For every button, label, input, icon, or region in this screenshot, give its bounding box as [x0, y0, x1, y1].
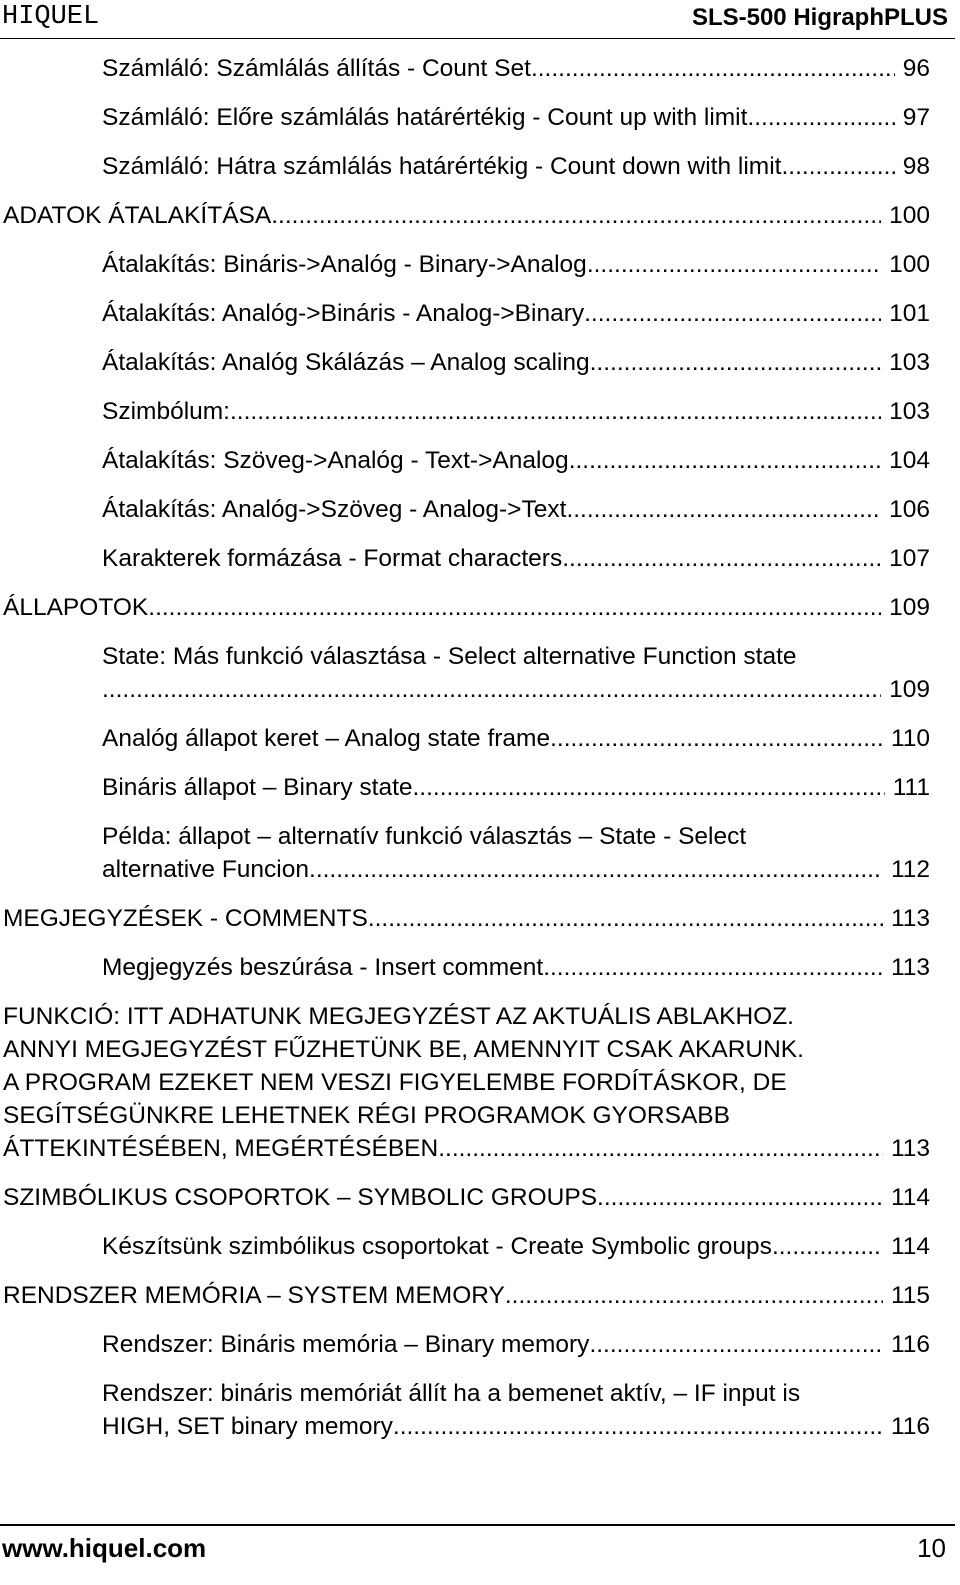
toc-leader-dots	[566, 493, 881, 526]
toc-entry[interactable]	[0, 722, 930, 755]
toc-entry-line: Példa: állapot – alternatív funkció választás – State - Select	[102, 823, 747, 850]
toc-entry-page: 100	[889, 202, 930, 229]
toc-entry[interactable]	[0, 902, 930, 935]
toc-leader-dots	[584, 297, 881, 330]
toc-entry-title: Megjegyzés beszúrása - Insert comment	[102, 954, 544, 981]
toc-entry-title: Számláló: Hátra számlálás határértékig - Count down with limit	[102, 153, 782, 180]
toc-entry[interactable]	[0, 493, 930, 526]
toc-entry-line: State: Más funkció választása - Select alternative Function state	[102, 643, 797, 670]
toc-entry[interactable]	[0, 1377, 930, 1443]
toc-leader-dots	[772, 1230, 883, 1263]
toc-entry-line: A PROGRAM EZEKET NEM VESZI FIGYELEMBE FORDÍTÁSKOR, DE	[3, 1069, 787, 1096]
toc-leader-dots	[781, 150, 894, 183]
toc-leader-dots	[747, 101, 894, 134]
header-product: SLS-500 HigraphPLUS	[691, 4, 948, 31]
page-header	[0, 0, 960, 36]
toc-leader-dots	[531, 52, 895, 85]
footer-url[interactable]: www.hiquel.com	[2, 1533, 207, 1563]
toc-entry-page: 111	[892, 774, 930, 801]
toc-entry-page: 107	[889, 545, 930, 572]
toc-entry-title: Számláló: Számlálás állítás - Count Set	[102, 55, 531, 82]
toc-leader-dots	[569, 444, 881, 477]
toc-entry-title: Rendszer: Bináris memória – Binary memory	[102, 1331, 590, 1358]
toc-entry-page: 98	[902, 153, 930, 180]
footer-page-number: 10	[917, 1533, 946, 1563]
toc-entry-page: 114	[890, 1184, 930, 1211]
toc-entry-title: RENDSZER MEMÓRIA – SYSTEM MEMORY	[3, 1282, 505, 1309]
toc-entry[interactable]	[0, 248, 930, 281]
toc-entry-title: Átalakítás: Analóg->Bináris - Analog->Binary	[102, 300, 585, 327]
toc-entry-page: 104	[889, 447, 930, 474]
toc-entry-page: 113	[890, 1135, 930, 1162]
toc-leader-dots	[393, 1410, 883, 1443]
toc-entry-line: ANNYI MEGJEGYZÉST FŰZHETÜNK BE, AMENNYIT CSAK AKARUNK.	[3, 1036, 804, 1063]
header-brand: HIQUEL	[2, 2, 100, 32]
toc-entry-title: Karakterek formázása - Format characters	[102, 545, 563, 572]
toc-entry[interactable]	[0, 1181, 930, 1214]
toc-entry-page: 115	[890, 1282, 930, 1309]
toc-entry-page: 114	[890, 1233, 930, 1260]
toc-leader-dots	[413, 771, 885, 804]
toc-entry[interactable]	[0, 444, 930, 477]
toc-entry-line: FUNKCIÓ: ITT ADHATUNK MEGJEGYZÉST AZ AKTUÁLIS ABLAKHOZ.	[3, 1003, 794, 1030]
toc-leader-dots	[368, 902, 883, 935]
toc-entry-title: Készítsünk szimbólikus csoportokat - Create Symbolic groups	[102, 1233, 772, 1260]
table-of-contents	[0, 52, 930, 1459]
toc-entry[interactable]	[0, 771, 930, 804]
toc-entry-title: Szimbólum:	[102, 398, 230, 425]
toc-entry-page: 97	[902, 104, 930, 131]
toc-entry-page: 103	[889, 349, 930, 376]
toc-entry-page: 109	[889, 676, 930, 703]
toc-entry[interactable]	[0, 52, 930, 85]
toc-entry[interactable]	[0, 1279, 930, 1312]
toc-entry-title: ÁTTEKINTÉSÉBEN, MEGÉRTÉSÉBEN.	[3, 1135, 446, 1162]
toc-entry[interactable]	[0, 591, 930, 624]
toc-entry-title: Átalakítás: Analóg Skálázás – Analog scaling	[102, 349, 590, 376]
toc-leader-dots	[102, 673, 881, 706]
toc-entry-title: SZIMBÓLIKUS CSOPORTOK – SYMBOLIC GROUPS	[3, 1184, 598, 1211]
toc-entry-page: 96	[902, 55, 930, 82]
toc-leader-dots	[230, 395, 881, 428]
toc-entry[interactable]	[0, 542, 930, 575]
toc-leader-dots	[587, 248, 881, 281]
toc-leader-dots	[505, 1279, 883, 1312]
toc-entry-page: 100	[889, 251, 930, 278]
toc-entry-line: SEGÍTSÉGÜNKRE LEHETNEK RÉGI PROGRAMOK GYORSABB	[3, 1102, 730, 1129]
toc-entry[interactable]	[0, 150, 930, 183]
toc-entry[interactable]	[0, 640, 930, 706]
toc-entry[interactable]	[0, 395, 930, 428]
footer-divider	[0, 1524, 955, 1526]
toc-leader-dots	[543, 951, 883, 984]
toc-entry-page: 113	[890, 954, 930, 981]
toc-entry-title: ÁLLAPOTOK	[3, 594, 149, 621]
toc-entry-page: 101	[889, 300, 930, 327]
toc-entry-title: Bináris állapot – Binary state	[102, 774, 413, 801]
toc-entry-title: alternative Funcion	[102, 856, 310, 883]
toc-entry[interactable]	[0, 1328, 930, 1361]
toc-entry-page: 109	[889, 594, 930, 621]
toc-entry[interactable]	[0, 1230, 930, 1263]
toc-entry-title: ADATOK ÁTALAKÍTÁSA	[3, 202, 272, 229]
toc-entry-page: 116	[890, 1331, 930, 1358]
toc-entry[interactable]	[0, 346, 930, 379]
toc-entry-page: 106	[889, 496, 930, 523]
toc-entry-title: HIGH, SET binary memory	[102, 1413, 393, 1440]
toc-entry-line: Rendszer: bináris memóriát állít ha a bemenet aktív, – IF input is	[102, 1380, 801, 1407]
toc-leader-dots	[148, 591, 881, 624]
toc-entry-title: Analóg állapot keret – Analog state frame	[102, 725, 551, 752]
toc-leader-dots	[562, 542, 881, 575]
toc-entry-page: 110	[890, 725, 930, 752]
toc-entry[interactable]	[0, 951, 930, 984]
toc-leader-dots	[597, 1181, 883, 1214]
toc-entry-title: Átalakítás: Szöveg->Analóg - Text->Analog	[102, 447, 569, 474]
toc-entry-title: Átalakítás: Analóg->Szöveg - Analog->Text	[102, 496, 567, 523]
toc-leader-dots	[589, 1328, 883, 1361]
toc-entry-title: Átalakítás: Bináris->Analóg - Binary->Analog	[102, 251, 587, 278]
toc-entry[interactable]	[0, 199, 930, 232]
toc-leader-dots	[590, 346, 882, 379]
toc-entry-page: 103	[889, 398, 930, 425]
toc-entry[interactable]	[0, 101, 930, 134]
toc-entry-page: 116	[890, 1413, 930, 1440]
toc-leader-dots	[309, 853, 883, 886]
toc-entry-page: 113	[890, 905, 930, 932]
toc-leader-dots	[550, 722, 883, 755]
header-divider	[0, 38, 955, 39]
toc-entry-page: 112	[890, 856, 930, 883]
toc-entry-title: MEGJEGYZÉSEK - COMMENTS	[3, 905, 368, 932]
toc-entry[interactable]	[0, 820, 930, 886]
toc-leader-dots	[271, 199, 881, 232]
toc-leader-dots	[445, 1132, 883, 1165]
toc-entry[interactable]	[0, 1000, 930, 1165]
toc-entry[interactable]	[0, 297, 930, 330]
toc-entry-title: Számláló: Előre számlálás határértékig - Count up with limit	[102, 104, 748, 131]
